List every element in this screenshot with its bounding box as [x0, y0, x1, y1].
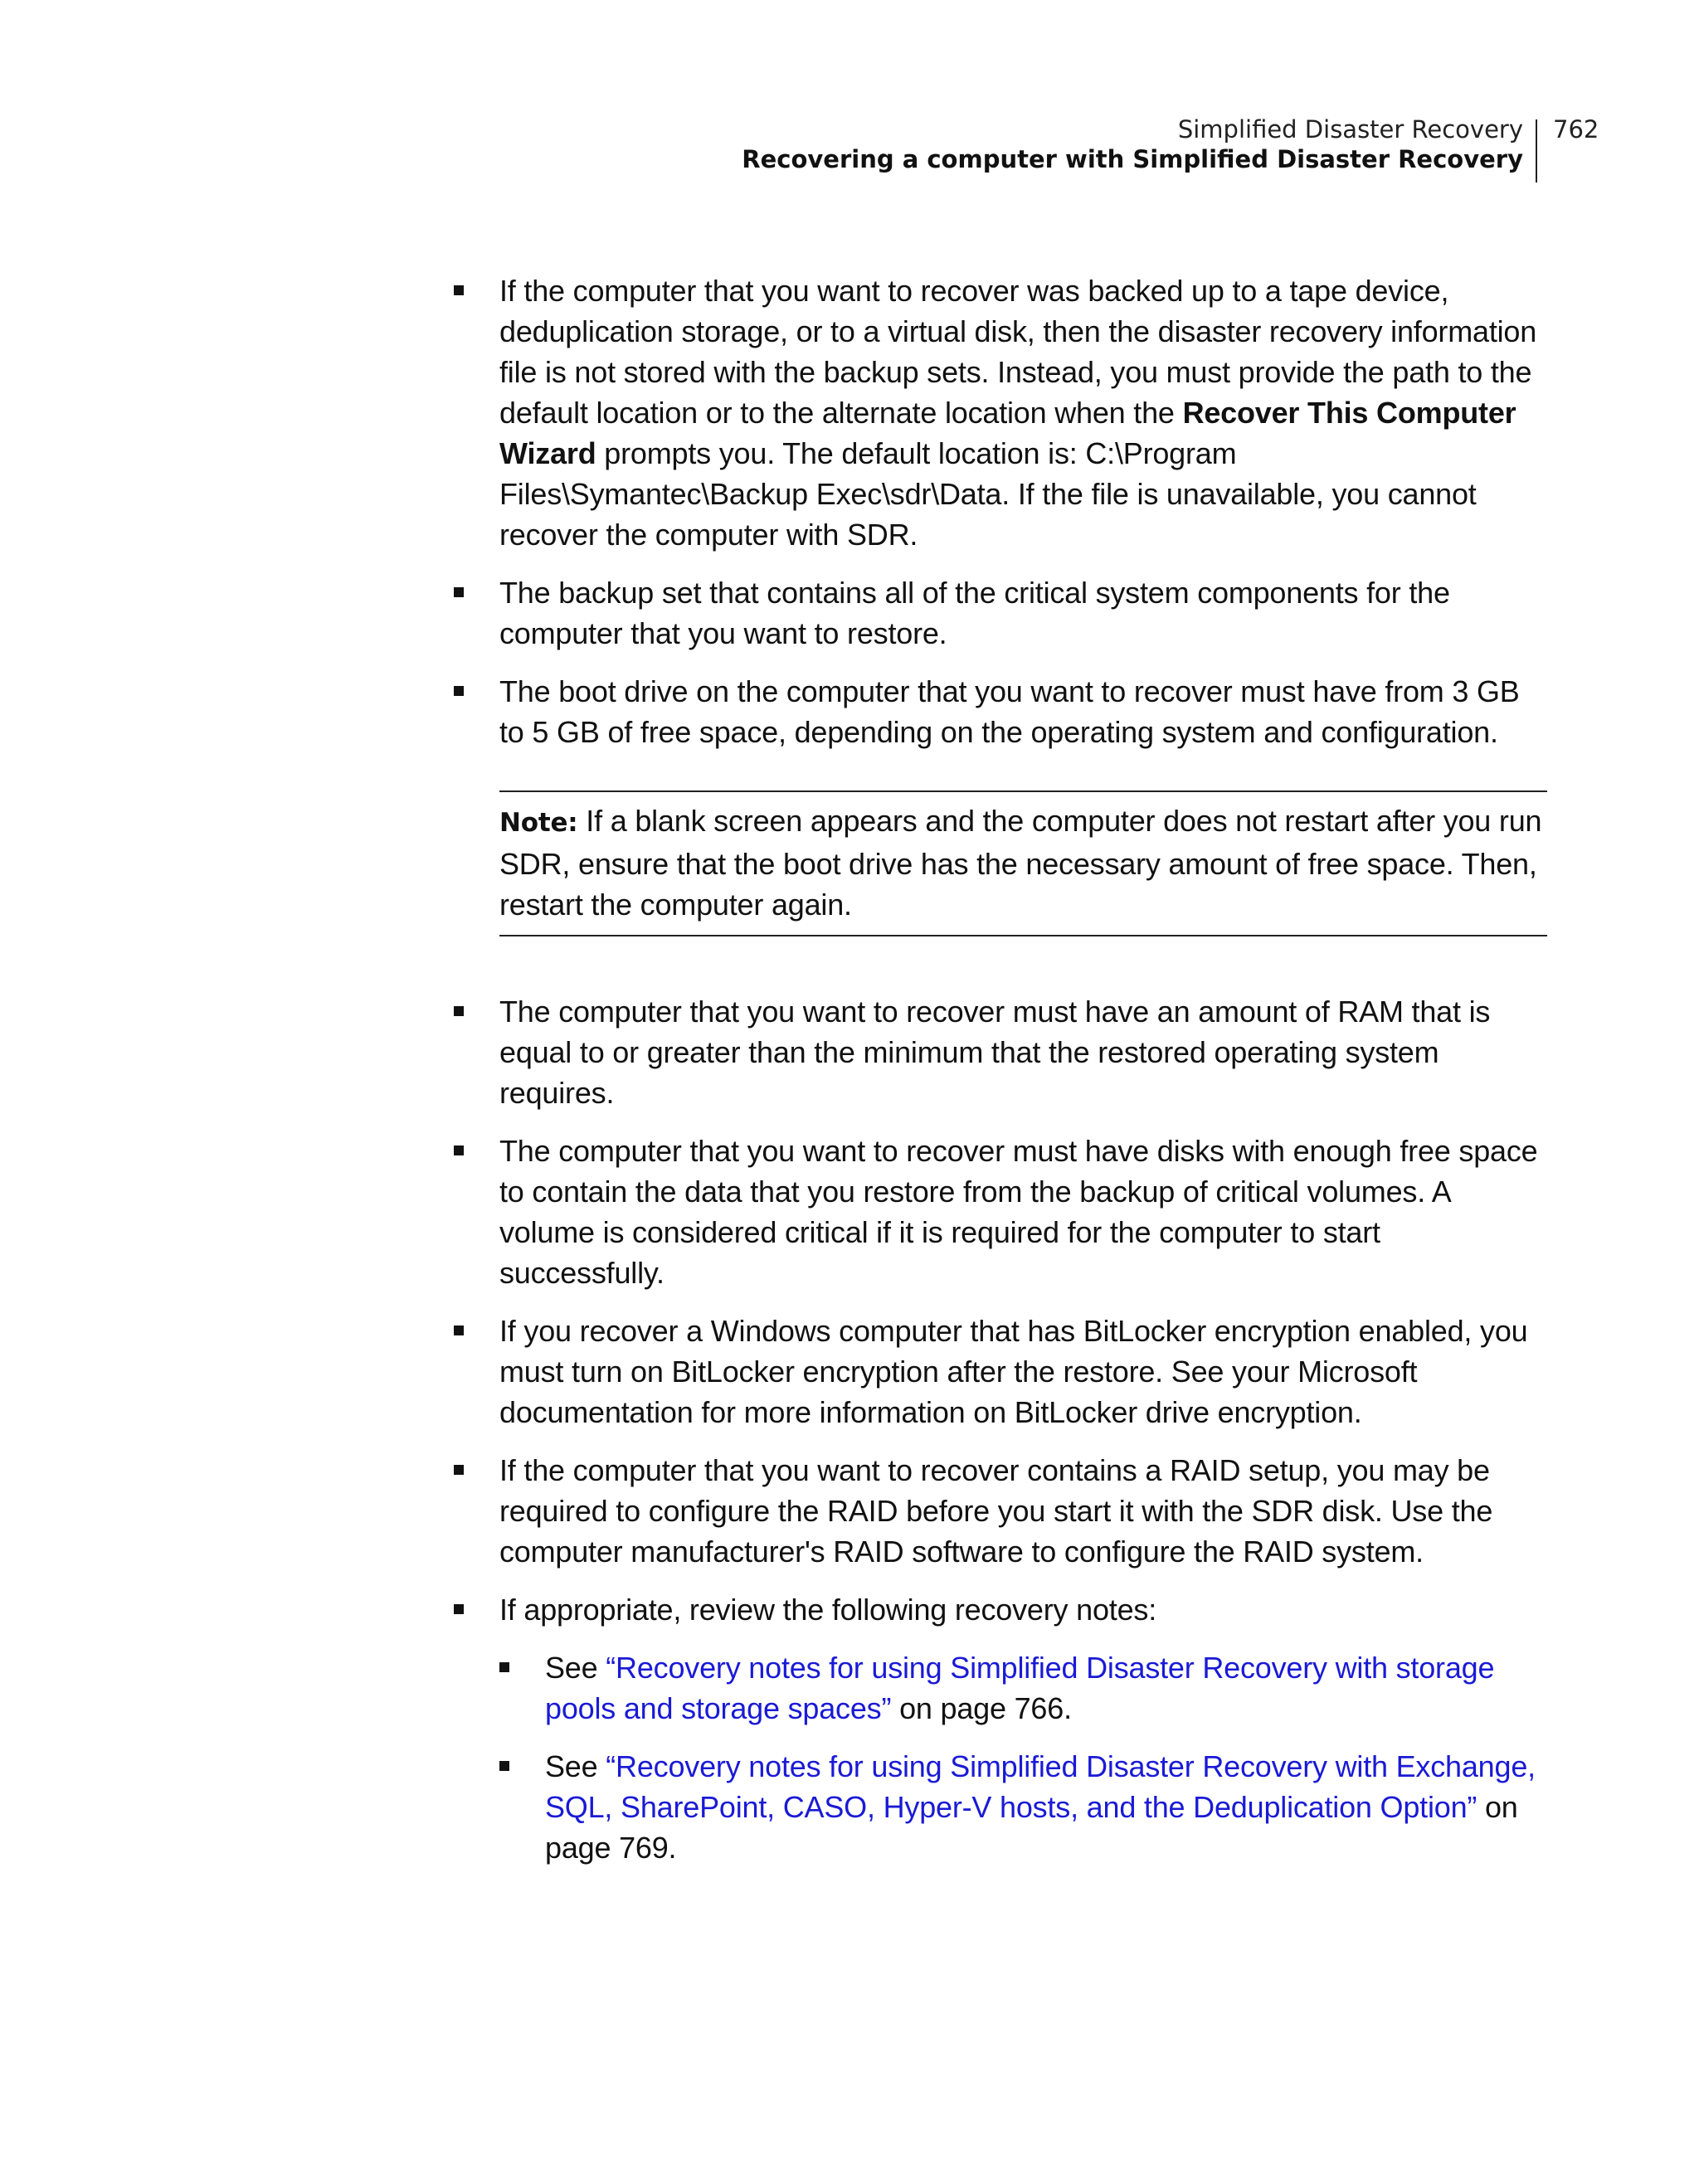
square-bullet-icon: [454, 1604, 464, 1614]
see-prefix: See: [545, 1651, 606, 1685]
square-bullet-icon: [454, 587, 464, 597]
list-item-text: The computer that you want to recover must have disks with enough free space to contain the data that you restore from the backup of critical volumes. A volume is considered critical if it is required for the computer to start successfully.: [499, 1134, 1538, 1290]
square-bullet-icon: [454, 1006, 464, 1016]
note-label: Note:: [499, 808, 578, 838]
list-item: [452, 991, 1547, 1113]
section-title: Recovering a computer with Simplified Disaster Recovery: [742, 145, 1523, 173]
square-bullet-icon: [499, 1761, 509, 1771]
list-item: [452, 1311, 1547, 1432]
list-item: [452, 671, 1547, 752]
header-divider: [1536, 119, 1537, 182]
page-reference: on page 769.: [545, 1790, 1518, 1865]
list-item-text: The boot drive on the computer that you want to recover must have from 3 GB to 5 GB of free space, depending on the operating system and configuration.: [499, 674, 1520, 749]
square-bullet-icon: [454, 1465, 464, 1475]
list-item: [452, 572, 1547, 654]
chapter-title: Simplified Disaster Recovery: [1177, 115, 1523, 143]
square-bullet-icon: [454, 285, 464, 295]
note-text: If a blank screen appears and the computer does not restart after you run SDR, ensure that the boot drive has the necessary amount of free space. Then, restart the computer again.: [499, 804, 1542, 922]
note-box: [499, 790, 1547, 936]
list-item-text: prompts you. The default location is: C:\Program Files\Symantec\Backup Exec\sdr\Data. If the file is unavailable, you cannot recover the computer with SDR.: [499, 436, 1477, 552]
header-titles: [742, 114, 1523, 174]
list-item-text: If the computer that you want to recover was backed up to a tape device, deduplication storage, or to a virtual disk, then the disaster recovery information file is not stored with the backup sets. Instead, you must provide the path to the default location or to the alternate location when the: [499, 274, 1537, 430]
wizard-name: Recover This Computer Wizard: [499, 396, 1516, 470]
page-number: 762: [1553, 115, 1599, 143]
list-item: [452, 1450, 1547, 1572]
list-item-text: The computer that you want to recover must have an amount of RAM that is equal to or greater than the minimum that the restored operating system requires.: [499, 995, 1491, 1110]
square-bullet-icon: [454, 1325, 464, 1335]
recovery-notes-list: [499, 1647, 1547, 1868]
square-bullet-icon: [499, 1662, 509, 1672]
list-item: [452, 270, 1547, 555]
square-bullet-icon: [454, 686, 464, 696]
recovery-note-item: [499, 1647, 1547, 1729]
page-reference: on page 766.: [891, 1691, 1072, 1725]
requirements-list: [452, 270, 1547, 752]
exchange-sql-notes-link[interactable]: “Recovery notes for using Simplified Disaster Recovery with Exchange, SQL, SharePoint, CASO, Hyper-V hosts, and the Deduplication Option”: [545, 1749, 1536, 1824]
list-item-text: The backup set that contains all of the critical system components for the computer that you want to restore.: [499, 576, 1450, 650]
list-item-text: If you recover a Windows computer that has BitLocker encryption enabled, you must turn on BitLocker encryption after the restore. See your Microsoft documentation for more information on BitLocker drive encryption.: [499, 1314, 1528, 1429]
requirements-list-continued: [452, 991, 1547, 1868]
list-item: [452, 1131, 1547, 1293]
list-item-text: If appropriate, review the following recovery notes:: [499, 1593, 1157, 1627]
page-body: [452, 270, 1547, 1885]
storage-pools-notes-link[interactable]: “Recovery notes for using Simplified Disaster Recovery with storage pools and storage spaces”: [545, 1651, 1495, 1725]
square-bullet-icon: [454, 1146, 464, 1155]
list-item-text: If the computer that you want to recover contains a RAID setup, you may be required to configure the RAID before you start it with the SDR disk. Use the computer manufacturer's RAID software to configure the RAID system.: [499, 1453, 1493, 1569]
list-item: [452, 1589, 1547, 1868]
running-header: [0, 114, 1537, 182]
see-prefix: See: [545, 1749, 606, 1783]
recovery-note-item: [499, 1746, 1547, 1868]
